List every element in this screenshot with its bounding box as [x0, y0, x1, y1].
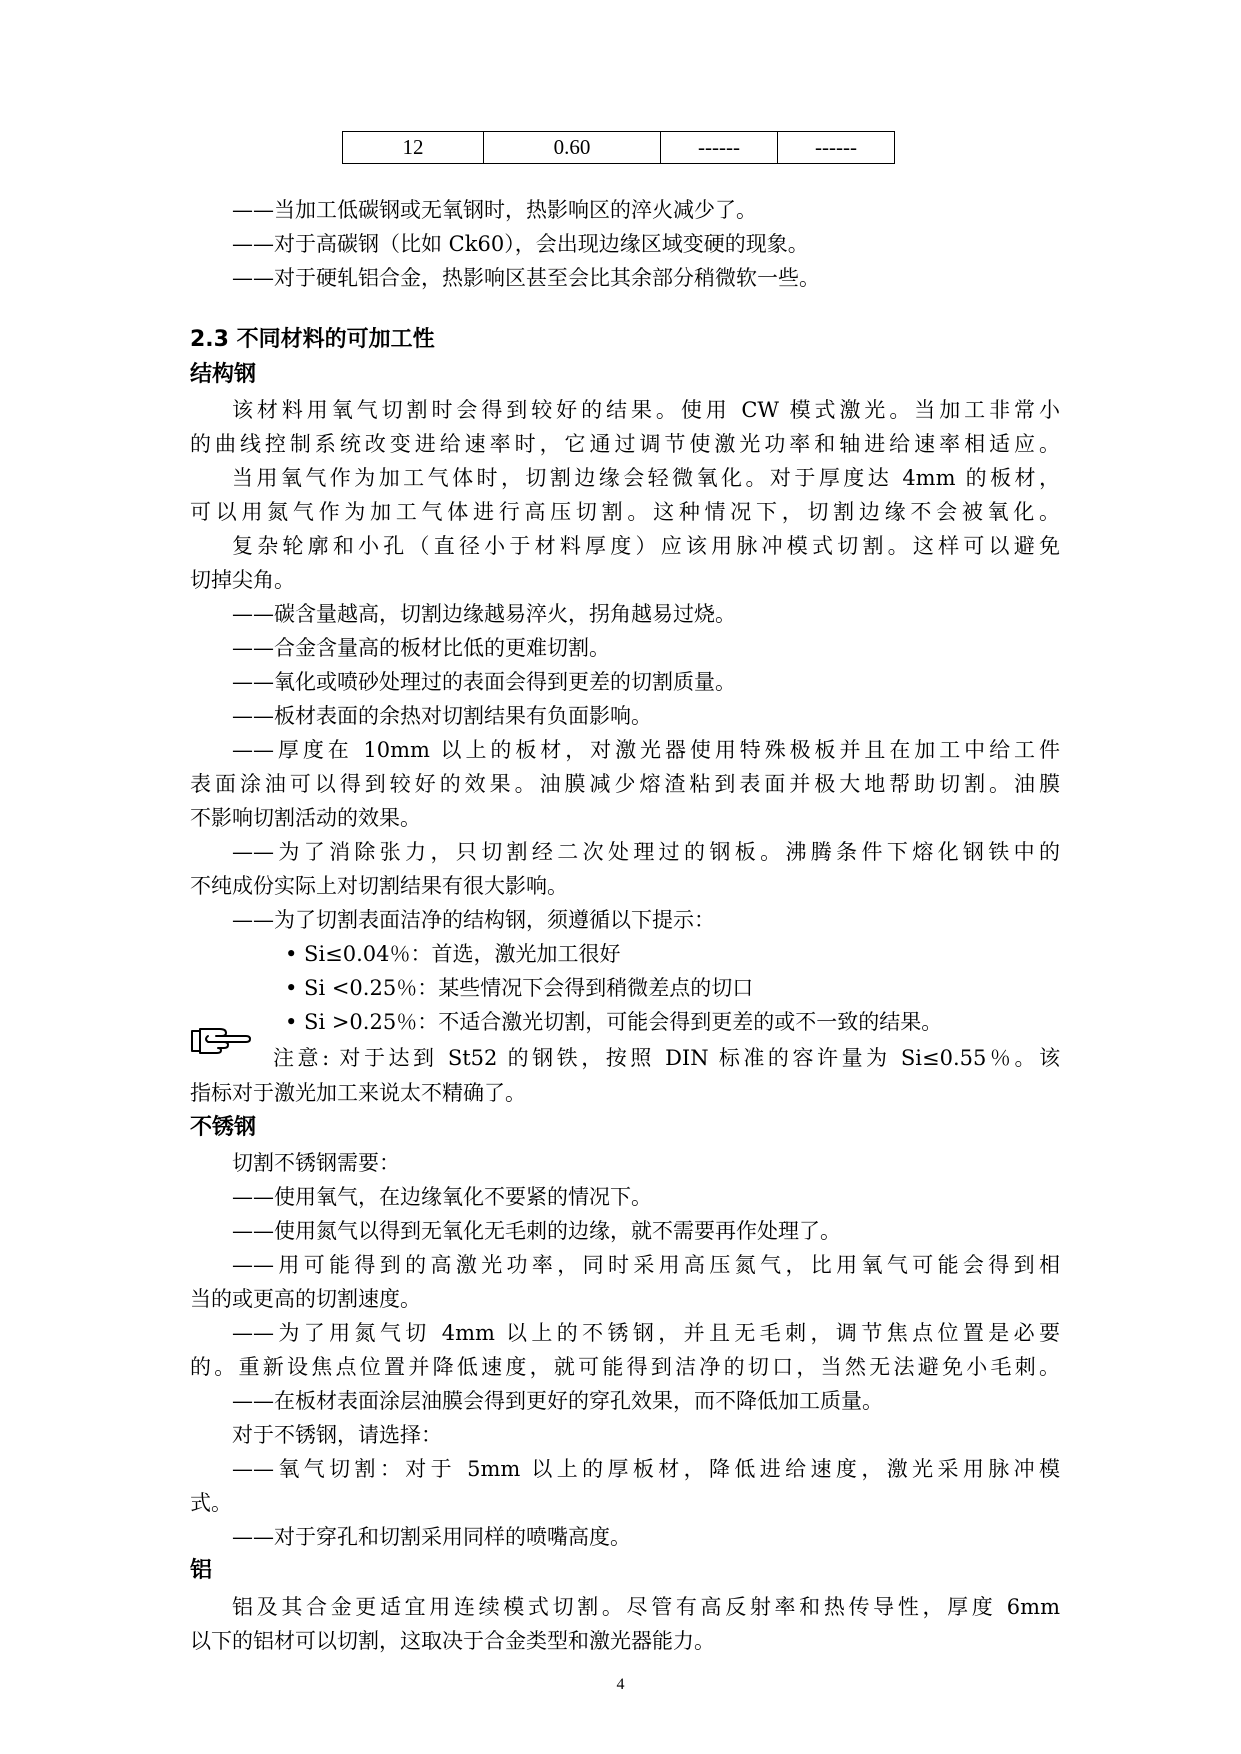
- note-line: 指标对于激光加工来说太不精确了。: [190, 1081, 526, 1105]
- paragraph-line: ——在板材表面涂层油膜会得到更好的穿孔效果，而不降低加工质量。: [232, 1389, 883, 1413]
- paragraph-line: 当用氧气作为加工气体时，切割边缘会轻微氧化。对于厚度达 4mm 的板材，: [232, 466, 1060, 490]
- parameter-table: [342, 131, 895, 164]
- section-title: 2.3 不同材料的可加工性: [190, 327, 435, 352]
- paragraph-line: 不纯成份实际上对切割结果有很大影响。: [190, 874, 568, 898]
- note-line: 注意: 对于达到 St52 的钢铁，按照 DIN 标准的容许量为 Si≤0.55％。该: [273, 1046, 1060, 1070]
- bullet-item: • Si≤0.04％：首选，激光加工很好: [285, 942, 621, 966]
- paragraph-line: 以下的铝材可以切割，这取决于合金类型和激光器能力。: [190, 1629, 715, 1653]
- paragraph-line: 切割不锈钢需要：: [232, 1151, 400, 1175]
- table-cell: ------: [778, 132, 895, 164]
- bullet-item: • Si >0.25％：不适合激光切割，可能会得到更差的或不一致的结果。: [285, 1010, 943, 1034]
- paragraph-line: ——为了切割表面洁净的结构钢，须遵循以下提示：: [232, 908, 715, 932]
- paragraph-line: ——氧化或喷砂处理过的表面会得到更差的切割质量。: [232, 670, 736, 694]
- paragraph-line: 切掉尖角。: [190, 568, 295, 592]
- page-number: 4: [616, 1676, 625, 1693]
- paragraph-line: ——碳含量越高，切割边缘越易淬火，拐角越易过烧。: [232, 602, 736, 626]
- paragraph-line: 铝及其合金更适宜用连续模式切割。尽管有高反射率和热传导性，厚度 6mm: [232, 1595, 1060, 1619]
- paragraph-line: ——使用氮气以得到无氧化无毛刺的边缘，就不需要再作处理了。: [232, 1219, 841, 1243]
- paragraph-line: ——用可能得到的高激光功率，同时采用高压氮气，比用氧气可能会得到相: [232, 1253, 1060, 1277]
- heading-structural-steel: 结构钢: [190, 362, 257, 387]
- paragraph-line: ——对于高碳钢（比如 Ck60），会出现边缘区域变硬的现象。: [232, 232, 809, 256]
- paragraph-line: ——当加工低碳钢或无氧钢时，热影响区的淬火减少了。: [232, 198, 757, 222]
- bullet-item: • Si <0.25％：某些情况下会得到稍微差点的切口: [285, 976, 754, 1000]
- paragraph-line: ——合金含量高的板材比低的更难切割。: [232, 636, 610, 660]
- paragraph-line: 表面涂油可以得到较好的效果。油膜减少熔渣粘到表面并极大地帮助切割。油膜: [190, 772, 1060, 796]
- heading-aluminum: 铝: [190, 1558, 213, 1583]
- heading-stainless-steel: 不锈钢: [190, 1115, 257, 1140]
- table-cell: 0.60: [484, 132, 661, 164]
- table-cell: ------: [661, 132, 778, 164]
- table-row: [343, 132, 895, 164]
- paragraph-line: ——为了消除张力，只切割经二次处理过的钢板。沸腾条件下熔化钢铁中的: [232, 840, 1060, 864]
- paragraph-line: 可以用氮气作为加工气体进行高压切割。这种情况下，切割边缘不会被氧化。: [190, 500, 1060, 524]
- paragraph-line: ——为了用氮气切 4mm 以上的不锈钢，并且无毛刺，调节焦点位置是必要: [232, 1321, 1060, 1345]
- paragraph-line: ——使用氧气，在边缘氧化不要紧的情况下。: [232, 1185, 652, 1209]
- paragraph-line: ——厚度在 10mm 以上的板材，对激光器使用特殊极板并且在加工中给工件: [232, 738, 1060, 762]
- paragraph-line: 复杂轮廓和小孔（直径小于材料厚度）应该用脉冲模式切割。这样可以避免: [232, 534, 1060, 558]
- paragraph-line: 式。: [190, 1491, 232, 1515]
- paragraph-line: 不影响切割活动的效果。: [190, 806, 421, 830]
- paragraph-line: 的。重新设焦点位置并降低速度，就可能得到洁净的切口，当然无法避免小毛刺。: [190, 1355, 1060, 1379]
- paragraph-line: 当的或更高的切割速度。: [190, 1287, 421, 1311]
- paragraph-line: ——对于硬轧铝合金，热影响区甚至会比其余部分稍微软一些。: [232, 266, 820, 290]
- paragraph-line: 对于不锈钢，请选择：: [232, 1423, 442, 1447]
- paragraph-line: 的曲线控制系统改变进给速率时，它通过调节使激光功率和轴进给速率相适应。: [190, 432, 1060, 456]
- table-cell: 12: [343, 132, 484, 164]
- paragraph-line: ——对于穿孔和切割采用同样的喷嘴高度。: [232, 1525, 631, 1549]
- paragraph-line: ——氧气切割：对于 5mm 以上的厚板材，降低进给速度，激光采用脉冲模: [232, 1457, 1060, 1481]
- paragraph-line: ——板材表面的余热对切割结果有负面影响。: [232, 704, 652, 728]
- paragraph-line: 该材料用氧气切割时会得到较好的结果。使用 CW 模式激光。当加工非常小: [232, 398, 1060, 422]
